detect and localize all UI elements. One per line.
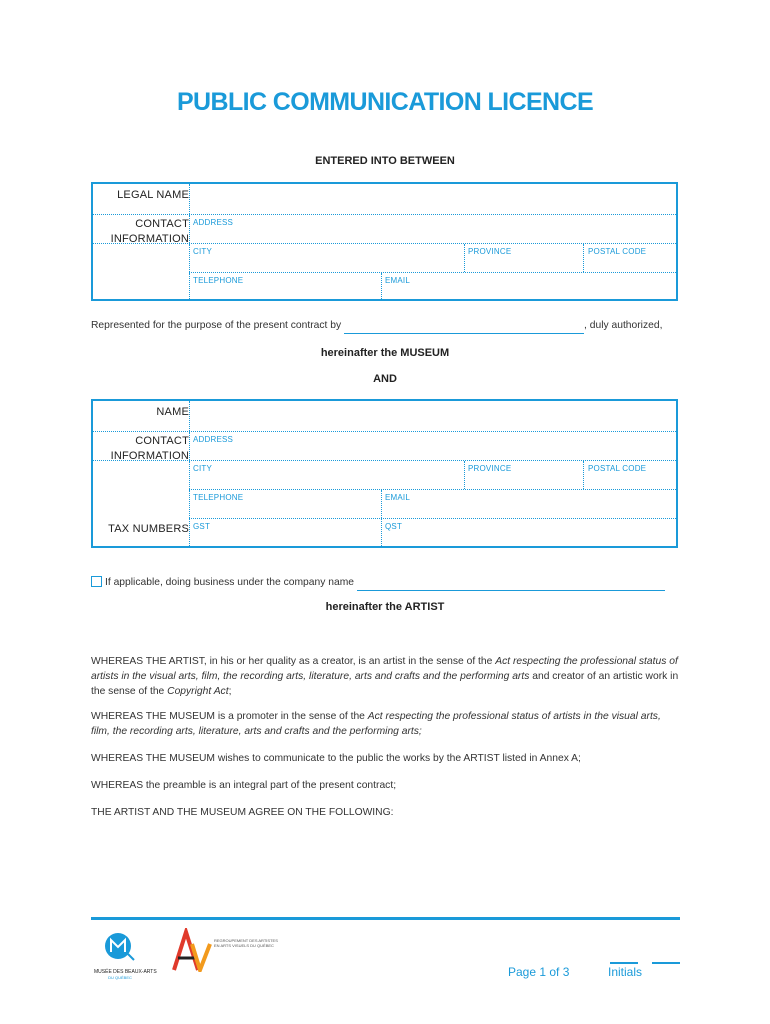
name-input[interactable] (191, 402, 674, 430)
footer-rule (91, 917, 680, 920)
name-row (93, 401, 676, 432)
telephone-field[interactable]: TELEPHONE (193, 276, 244, 285)
company-name-input[interactable] (357, 575, 665, 591)
initials-label: Initials (608, 965, 643, 979)
telephone-row (189, 273, 676, 301)
museum-logo: MUSÉE DES BEAUX-ARTS DU QUÉBEC (98, 930, 142, 976)
page-title: PUBLIC COMMUNICATION LICENCE (176, 88, 594, 116)
artist-province-field[interactable]: PROVINCE (468, 464, 512, 473)
entered-into-heading: ENTERED INTO BETWEEN (315, 155, 455, 167)
address-row (93, 215, 676, 244)
address-field[interactable]: ADDRESS (193, 218, 234, 227)
initials-line-2[interactable] (652, 962, 680, 964)
postal-code-field[interactable]: POSTAL CODE (588, 247, 647, 256)
artist-postal-code-field[interactable]: POSTAL CODE (588, 464, 647, 473)
artist-city-row (189, 461, 676, 490)
artist-info-box (91, 399, 678, 548)
initials-line-1[interactable] (610, 962, 638, 964)
tax-numbers-label: TAX NUMBERS (108, 523, 189, 535)
contact-label: CONTACT INFORMATION (110, 218, 189, 245)
museum-info-box (91, 182, 678, 301)
page-number: Page 1 of 3 (508, 965, 570, 979)
city-field[interactable]: CITY (193, 247, 213, 256)
raav-logo: REGROUPEMENT DES ARTISTES EN ARTS VISUELS DU QUÉBEC (170, 928, 280, 974)
artist-email-field[interactable]: EMAIL (385, 493, 411, 502)
agreement-statement: THE ARTIST AND THE MUSEUM AGREE ON THE FOLLOWING: (91, 807, 394, 818)
qst-field[interactable]: QST (385, 522, 403, 531)
city-row (189, 244, 676, 273)
gst-field[interactable]: GST (193, 522, 211, 531)
artist-city-field[interactable]: CITY (193, 464, 213, 473)
name-label: NAME (156, 406, 189, 418)
company-checkbox[interactable] (91, 576, 102, 587)
email-field[interactable]: EMAIL (385, 276, 411, 285)
hereinafter-artist: hereinafter the ARTIST (325, 601, 445, 613)
artist-contact-label: CONTACT INFORMATION (110, 435, 189, 462)
whereas-paragraph-2: WHEREAS THE MUSEUM is a promoter in the sense of the Act respecting the professional status of artists in the visual arts, film, the recording arts, literature, arts and crafts and the performing arts; (91, 711, 661, 737)
artist-telephone-row (189, 490, 676, 519)
artist-telephone-field[interactable]: TELEPHONE (193, 493, 244, 502)
hereinafter-museum: hereinafter the MUSEUM (320, 347, 450, 359)
whereas-paragraph-3: WHEREAS THE MUSEUM wishes to communicate to the public the works by the ARTIST listed in Annex A; (91, 753, 581, 764)
legal-name-label: LEGAL NAME (117, 189, 189, 201)
artist-address-row (93, 432, 676, 461)
province-field[interactable]: PROVINCE (468, 247, 512, 256)
company-line: If applicable, doing business under the company name (91, 575, 681, 591)
whereas-paragraph-1: WHEREAS THE ARTIST, in his or her quality as a creator, is an artist in the sense of the Act respecting the professional status of artists in the visual arts, film, the recording arts, literature, arts and crafts and the performing arts and creator of an artistic work in the sense of the Copyright Act; (91, 656, 679, 697)
legal-name-input[interactable] (191, 185, 674, 213)
legal-name-row (93, 184, 676, 215)
artist-address-field[interactable]: ADDRESS (193, 435, 234, 444)
and-text: AND (373, 373, 397, 385)
tax-row (93, 519, 676, 548)
representative-input[interactable] (344, 318, 584, 334)
represented-line: Represented for the purpose of the present contract by , duly authorized, (91, 318, 681, 334)
whereas-paragraph-4: WHEREAS the preamble is an integral part of the present contract; (91, 780, 397, 791)
